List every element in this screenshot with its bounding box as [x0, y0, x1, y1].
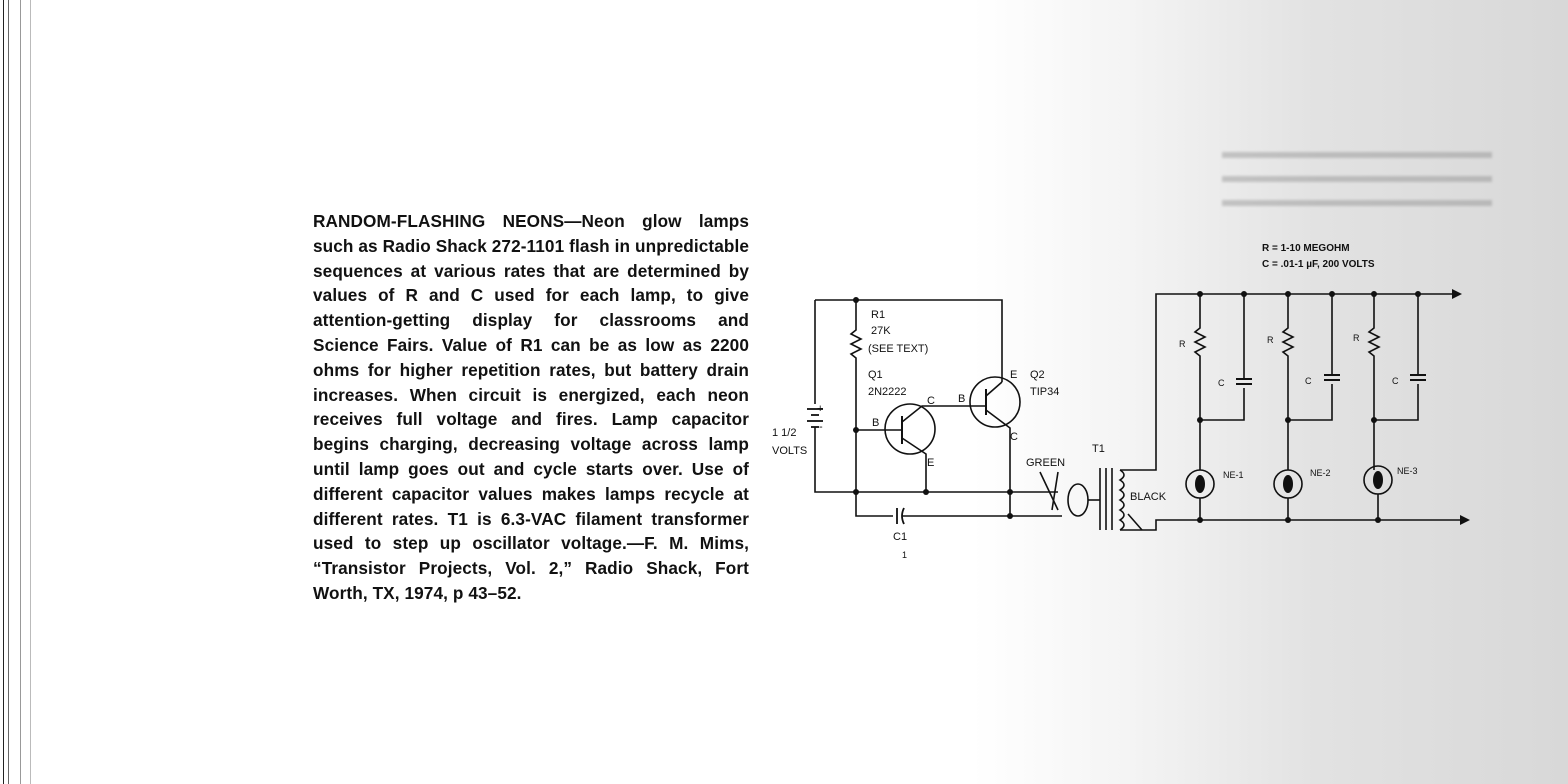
battery-minus: - — [819, 421, 823, 433]
q2-collector-pin: C — [1010, 431, 1018, 443]
r-label-1: R — [1179, 339, 1186, 349]
c-label-3: C — [1392, 376, 1399, 386]
q2-emitter-pin: E — [1010, 369, 1018, 381]
c1-ref: C1 — [893, 531, 908, 543]
q1-transistor — [885, 404, 935, 454]
article-heading: RANDOM-FLASHING NEONS — [313, 211, 565, 231]
c-label-2: C — [1305, 376, 1312, 386]
q2-transistor — [970, 377, 1020, 427]
green-lead-label: GREEN — [1026, 457, 1066, 469]
r1-note: (SEE TEXT) — [868, 343, 929, 355]
r-label-2: R — [1267, 335, 1274, 345]
ne2-label: NE-2 — [1310, 468, 1331, 478]
rc-note-resistance: R = 1-10 MEGOHM — [1262, 243, 1350, 254]
q1-base-pin: B — [872, 417, 880, 429]
r1-resistor — [851, 300, 861, 430]
q1-part: 2N2222 — [868, 386, 907, 398]
t1-secondary-winding — [1120, 470, 1124, 530]
q2-part: TIP34 — [1030, 386, 1060, 398]
r1-value: 27K — [871, 325, 891, 337]
q1-ref: Q1 — [868, 369, 883, 381]
r-label-3: R — [1353, 333, 1360, 343]
c-label-1: C — [1218, 378, 1225, 388]
battery-voltage: 1 1/2 — [772, 427, 797, 439]
ne1-label: NE-1 — [1223, 470, 1244, 480]
rc-note-capacitance: C = .01-1 µF, 200 VOLTS — [1262, 259, 1375, 270]
r1-ref: R1 — [871, 309, 886, 321]
ne3-label: NE-3 — [1397, 466, 1418, 476]
c1-value: 1 — [902, 550, 908, 560]
t1-ref: T1 — [1092, 443, 1105, 455]
battery-unit: VOLTS — [772, 445, 808, 457]
q2-ref: Q2 — [1030, 369, 1045, 381]
q1-collector-pin: C — [927, 395, 935, 407]
q1-emitter-pin: E — [927, 457, 935, 469]
battery-plus: + — [817, 403, 824, 415]
article-body: —Neon glow lamps such as Radio Shack 272-1101 flash in unpredictable sequences at various rates that are determined by values of R and C used for each lamp, to give attention-getting display for classrooms and Science Fairs. Value of R1 can be as low as 2200 ohms for higher repetition rates, but battery drain increases. When circuit is energized, each neon receives full voltage and fires. Lamp capacitor begins charging, decreasing voltage across lamp until lamp goes out and cycle starts over. Use of different capacitor values makes lamps recycle at different rates. T1 is 6.3-VAC filament transformer used to step up oscillator voltage.—F. M. Mims, “Transistor Projects, Vol. 2,” Radio Shack, Fort Worth, TX, 1974, p 43–52. — [313, 211, 750, 603]
q2-base-pin: B — [958, 393, 966, 405]
black-lead-label: BLACK — [1130, 491, 1167, 503]
